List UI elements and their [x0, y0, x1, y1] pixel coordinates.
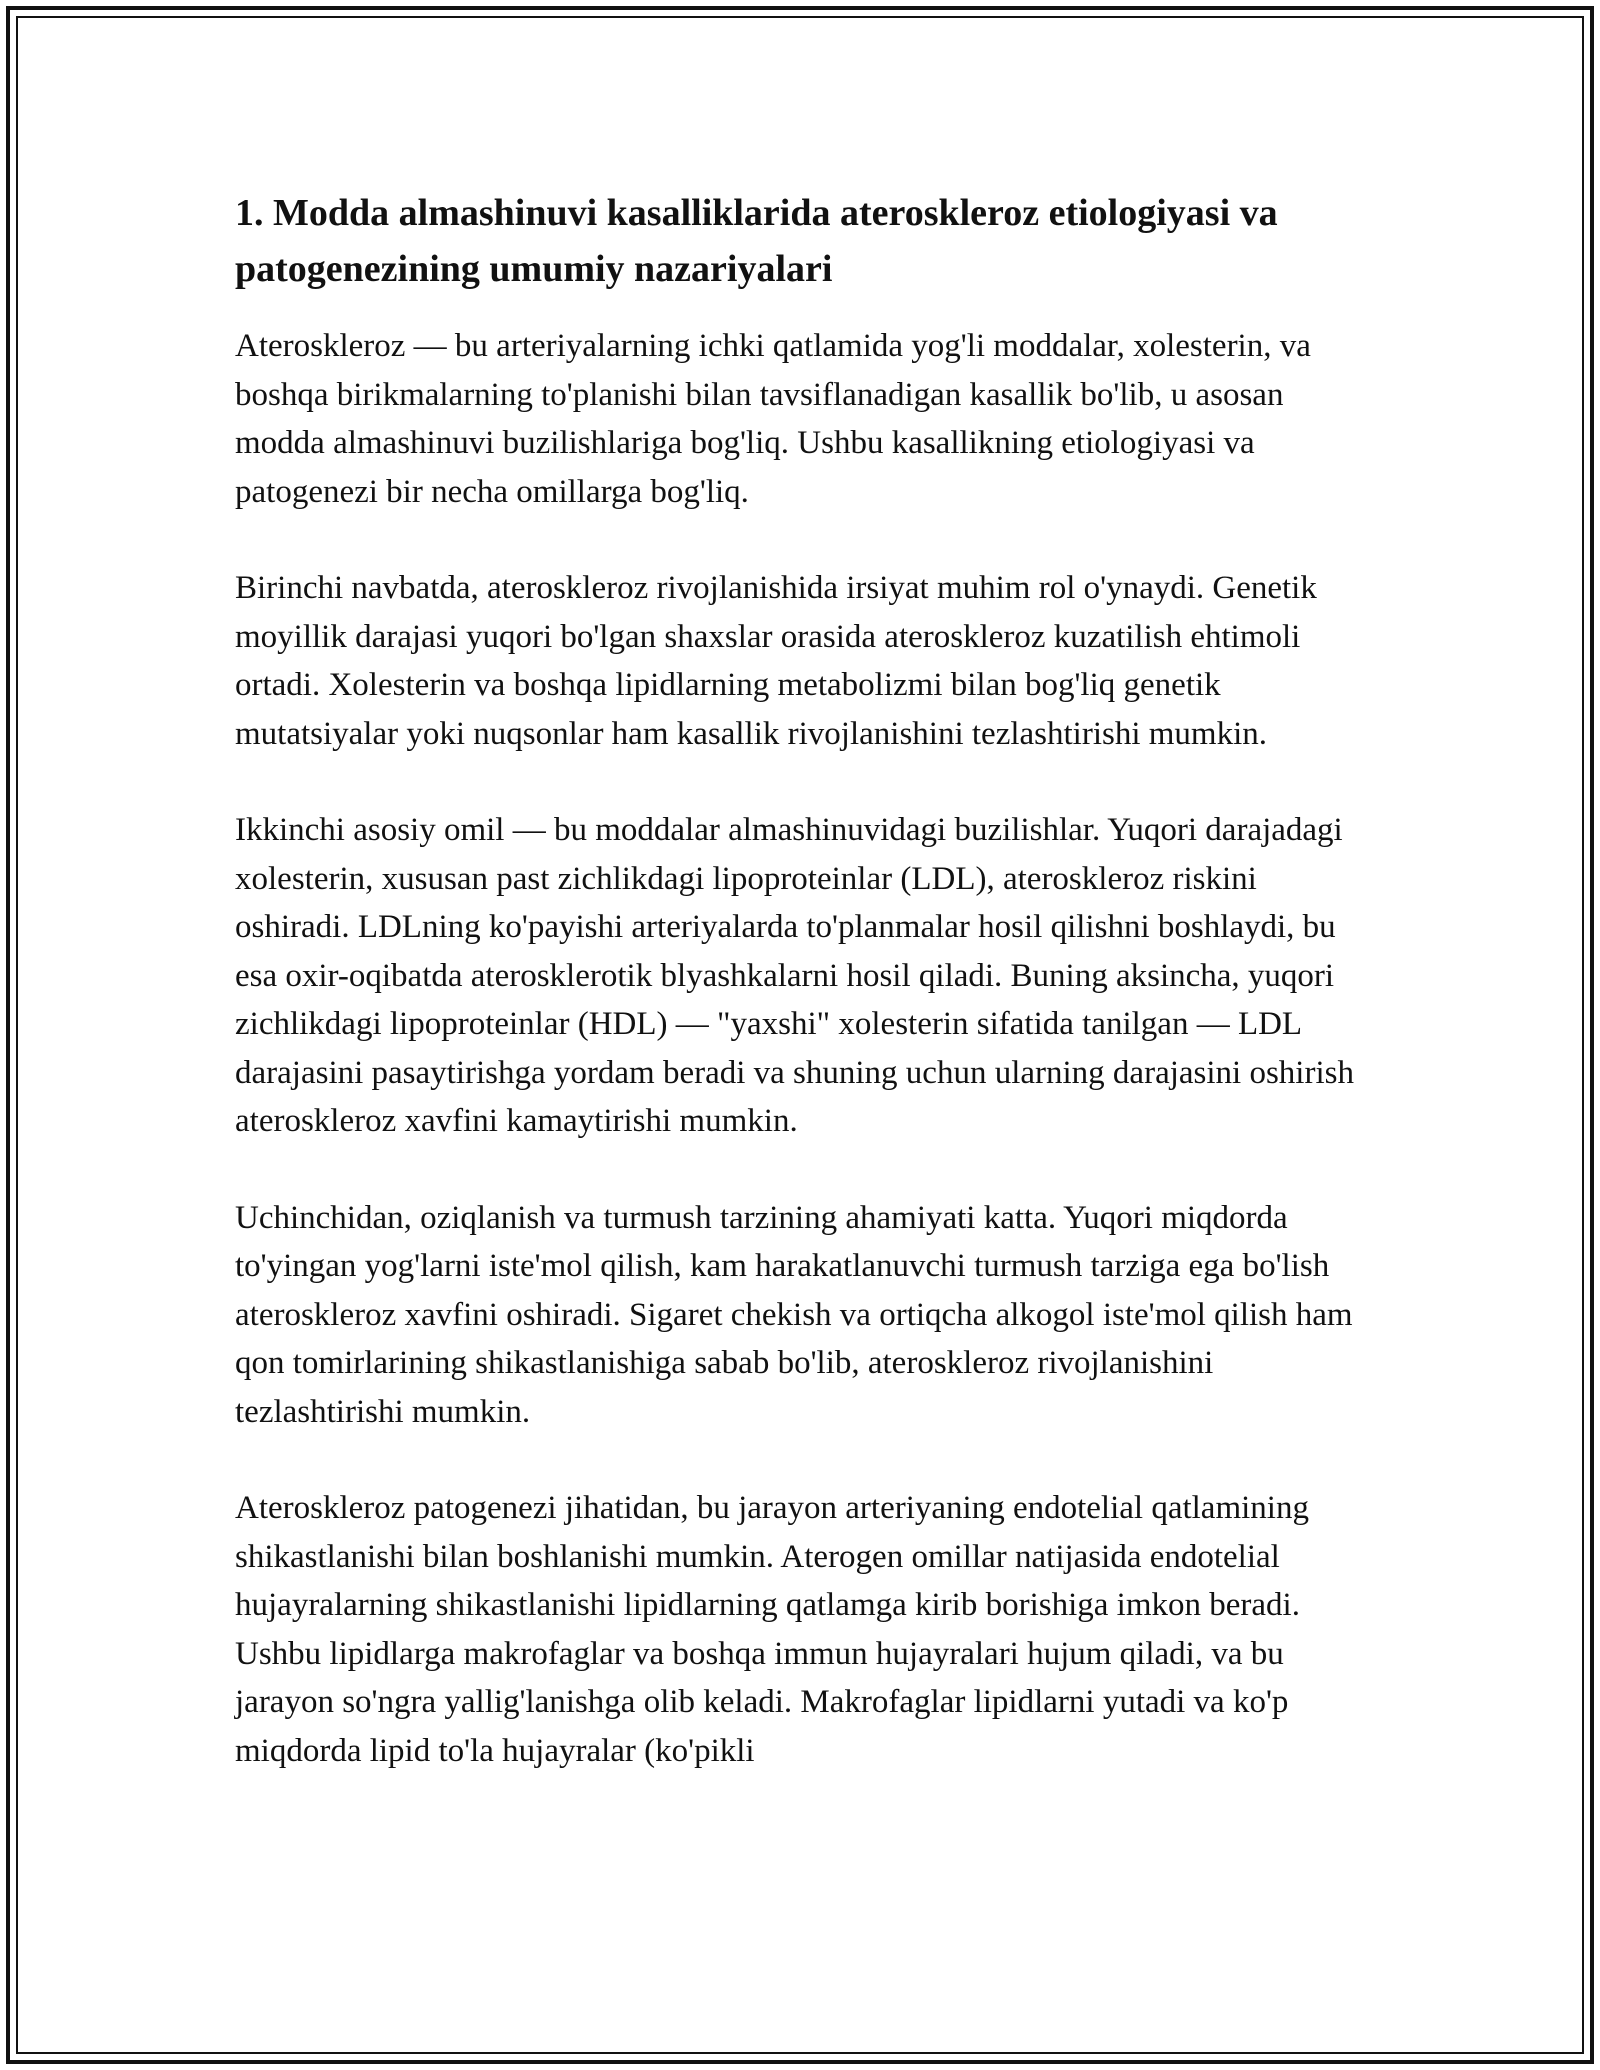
paragraph-pathogenesis: Ateroskleroz patogenezi jihatidan, bu jarayon arteriyaning endotelial qatlamining shikastlanishi bilan boshlanishi mumkin. Aterogen omillar natijasida endotelial hujayralarning shikastlanishi lipidlarning qatlamga kirib borishiga imkon beradi. Ushbu lipidlarga makrofaglar va boshqa immun hujayralari hujum qiladi, va bu jarayon so'ngra yallig'lanishga olib keladi. Makrofaglar lipidlarni yutadi va ko'p miqdorda lipid to'la hujayralar (ko'pikli [235, 1490, 1309, 1769]
paragraph-intro: Ateroskleroz — bu arteriyalarning ichki qatlamida yog'li moddalar, xolesterin, va boshqa birikmalarning to'planishi bilan tavsiflanadigan kasallik bo'lib, u asosan modda almashinuvi buzilishlariga bog'liq. Ushbu kasallikning etiologiyasi va patogenezi bir necha omillarga bog'liq. [235, 328, 1311, 510]
paragraph-heredity: Birinchi navbatda, ateroskleroz rivojlanishida irsiyat muhim rol o'ynaydi. Genetik moyillik darajasi yuqori bo'lgan shaxslar orasida ateroskleroz kuzatilish ehtimoli ortadi. Xolesterin va boshqa lipidlarning metabolizmi bilan bog'liq genetik mutatsiyalar yoki nuqsonlar ham kasallik rivojlanishini tezlashtirishi mumkin. [235, 570, 1317, 752]
document-body [235, 185, 1370, 1775]
paragraph-metabolism: Ikkinchi asosiy omil — bu moddalar almashinuvidagi buzilishlar. Yuqori darajadagi xolesterin, xususan past zichlikdagi lipoproteinlar (LDL), ateroskleroz riskini oshiradi. LDLning ko'payishi arteriyalarda to'planmalar hosil qilishni boshlaydi, bu esa oxir-oqibatda aterosklerotik blyashkalarni hosil qiladi. Buning aksincha, yuqori zichlikdagi lipoproteinlar (HDL) — "yaxshi" xolesterin sifatida tanilgan — LDL darajasini pasaytirishga yordam beradi va shuning uchun ularning darajasini oshirish ateroskleroz xavfini kamaytirishi mumkin. [235, 812, 1354, 1139]
section-heading: 1. Modda almashinuvi kasalliklarida ateroskleroz etiologiyasi va patogenezining umumiy nazariyalari [235, 192, 1278, 290]
paragraph-lifestyle: Uchinchidan, oziqlanish va turmush tarzining ahamiyati katta. Yuqori miqdorda to'yingan yog'larni iste'mol qilish, kam harakatlanuvchi turmush tarziga ega bo'lish ateroskleroz xavfini oshiradi. Sigaret chekish va ortiqcha alkogol iste'mol qilish ham qon tomirlarining shikastlanishiga sabab bo'lib, ateroskleroz rivojlanishini tezlashtirishi mumkin. [235, 1199, 1353, 1430]
